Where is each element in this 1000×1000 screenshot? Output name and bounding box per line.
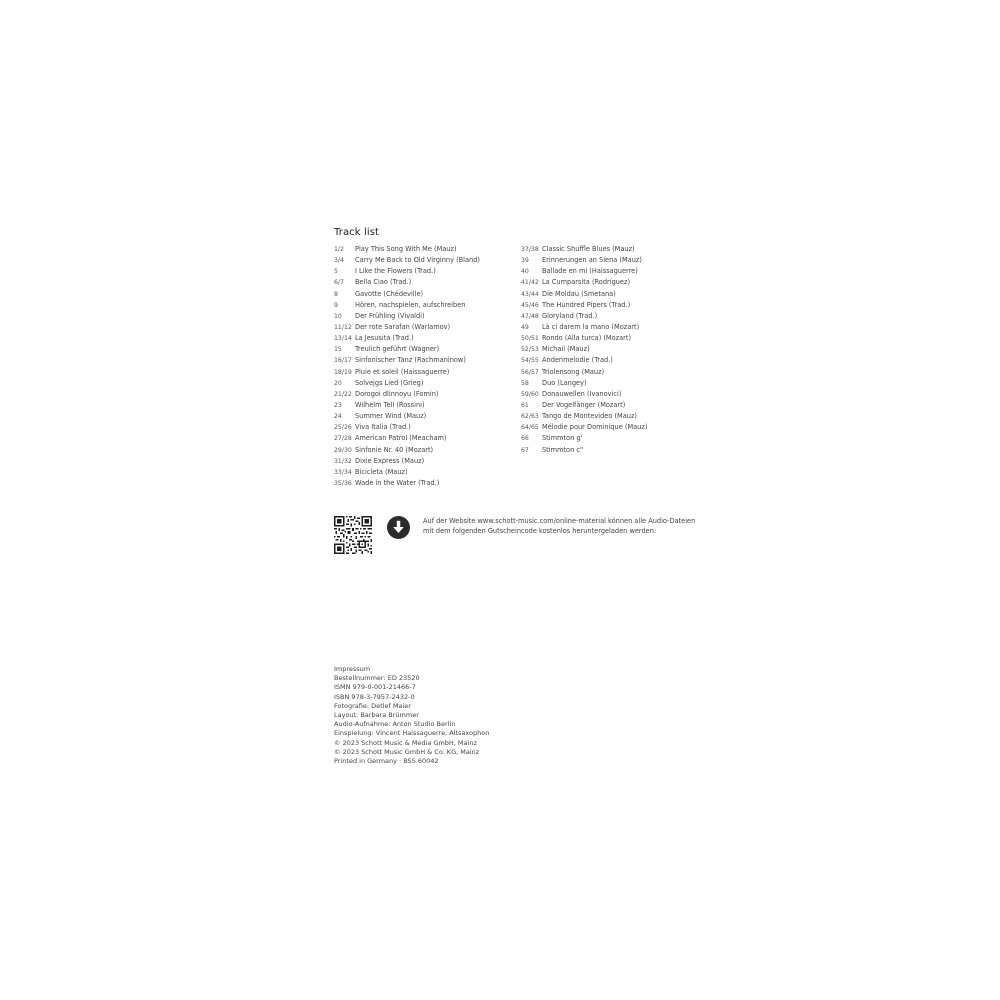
track-number: 66 bbox=[521, 435, 529, 443]
track-list-title: Track list bbox=[334, 227, 380, 238]
track-title: Die Moldau (Smetana) bbox=[542, 289, 616, 298]
track-number: 45/46 bbox=[521, 301, 539, 309]
track-title: Carry Me Back to Old Virginny (Bland) bbox=[355, 256, 480, 265]
track-number: 50/51 bbox=[521, 335, 539, 343]
track-title: Wilhelm Tell (Rossini) bbox=[355, 400, 425, 409]
track-row bbox=[334, 279, 514, 290]
track-title: Summer Wind (Mauz) bbox=[355, 412, 427, 421]
track-number: 52/53 bbox=[521, 346, 539, 354]
impressum-line: Fotografie: Detlef Maier bbox=[334, 701, 411, 710]
track-title: Der Vogelfänger (Mozart) bbox=[542, 400, 626, 409]
track-title: The Hundred Pipers (Trad.) bbox=[542, 300, 631, 309]
impressum-line: Einspielung: Vincent Haissaguerre, Altsaxophon bbox=[334, 729, 490, 738]
track-number: 21/22 bbox=[334, 390, 352, 398]
qr-code-icon[interactable] bbox=[334, 516, 372, 554]
track-title: Ballade en mi (Haissaguerre) bbox=[542, 267, 638, 276]
track-number: 20 bbox=[334, 379, 342, 387]
track-title: Play This Song With Me (Mauz) bbox=[355, 245, 457, 253]
impressum-line: © 2023 Schott Music GmbH & Co. KG, Mainz bbox=[334, 747, 480, 756]
track-number: 11/12 bbox=[334, 323, 352, 331]
download-info-text: Auf der Website www.schott-music.com/online-material können alle Audio-Dateien mit dem folgenden Gutscheincode kostenlos heruntergeladen werden: bbox=[423, 517, 696, 535]
track-title: La Jesusita (Trad.) bbox=[355, 334, 414, 343]
track-number: 3/4 bbox=[334, 257, 344, 265]
track-number: 8 bbox=[334, 290, 338, 298]
track-number: 1/2 bbox=[334, 246, 344, 253]
track-number: 6/7 bbox=[334, 279, 344, 287]
track-number: 13/14 bbox=[334, 335, 352, 343]
impressum-line: Layout: Barbara Brümmer bbox=[334, 711, 419, 720]
track-number: 43/44 bbox=[521, 290, 539, 298]
impressum-line: Audio-Aufnahme: Anton Studio Berlin bbox=[334, 720, 456, 729]
track-number: 16/17 bbox=[334, 357, 352, 365]
track-number: 29/30 bbox=[334, 446, 352, 454]
track-row bbox=[521, 447, 701, 458]
track-number: 62/63 bbox=[521, 413, 539, 421]
track-title: Sinfonie Nr. 40 (Mozart) bbox=[355, 445, 434, 454]
track-title: Dorogoi dlinnoyu (Fomin) bbox=[355, 389, 439, 398]
impressum bbox=[334, 665, 534, 766]
track-number: 39 bbox=[521, 257, 529, 265]
impressum-line: ISBN 978-3-7957-2432-0 bbox=[334, 692, 415, 701]
track-number: 59/60 bbox=[521, 390, 539, 398]
track-title: Treulich geführt (Wagner) bbox=[355, 345, 440, 354]
track-number: 35/36 bbox=[334, 479, 352, 487]
track-title: Mélodie pour Dominique (Mauz) bbox=[542, 423, 648, 432]
impressum-line: Printed in Germany · BSS 60042 bbox=[334, 757, 439, 766]
track-number: 64/65 bbox=[521, 424, 539, 432]
track-number: 33/34 bbox=[334, 468, 352, 476]
track-number: 58 bbox=[521, 379, 529, 387]
track-title: Là ci darem la mano (Mozart) bbox=[542, 322, 640, 331]
track-title: Hören, nachspielen, aufschreiben bbox=[355, 300, 466, 309]
track-row bbox=[334, 357, 514, 368]
impressum-line: Bestellnummer: ED 23520 bbox=[334, 674, 420, 683]
track-number: 5 bbox=[334, 268, 338, 276]
track-title: Der rote Sarafan (Warlamov) bbox=[355, 322, 451, 331]
track-title: La Cumparsita (Rodríguez) bbox=[542, 278, 631, 287]
track-title: Duo (Langey) bbox=[542, 378, 587, 387]
track-number: 23 bbox=[334, 401, 342, 409]
track-number: 47/48 bbox=[521, 312, 539, 320]
track-title: Classic Shuffle Blues (Mauz) bbox=[542, 245, 635, 253]
track-title: Pluie et soleil (Haissaguerre) bbox=[355, 367, 450, 376]
track-title: Gavotte (Chédeville) bbox=[355, 289, 424, 298]
track-title: Stimmton c'' bbox=[542, 445, 584, 454]
track-row bbox=[334, 480, 514, 491]
track-title: Stimmton g' bbox=[542, 434, 583, 443]
track-row bbox=[521, 357, 701, 368]
track-number: 37/38 bbox=[521, 246, 539, 253]
track-title: Erinnerungen an Siena (Mauz) bbox=[542, 256, 642, 265]
track-title: Wade in the Water (Trad.) bbox=[355, 478, 440, 487]
impressum-heading: Impressum bbox=[334, 665, 371, 673]
impressum-line: © 2023 Schott Music & Media GmbH, Mainz bbox=[334, 738, 477, 747]
track-title: Gloryland (Trad.) bbox=[542, 311, 598, 320]
track-number: 18/19 bbox=[334, 368, 352, 376]
track-number: 9 bbox=[334, 301, 338, 309]
track-list-right-column bbox=[521, 246, 701, 458]
track-row bbox=[521, 435, 701, 446]
track-number: 40 bbox=[521, 268, 529, 276]
track-number: 56/57 bbox=[521, 368, 539, 376]
track-row bbox=[334, 447, 514, 458]
track-title: Michail (Mauz) bbox=[542, 345, 590, 354]
track-title: I Like the Flowers (Trad.) bbox=[355, 267, 436, 276]
track-number: 54/55 bbox=[521, 357, 539, 365]
impressum-line: ISMN 979-0-001-21466-7 bbox=[334, 683, 416, 692]
track-number: 49 bbox=[521, 323, 529, 331]
track-number: 31/32 bbox=[334, 457, 352, 465]
track-title: Andenmelodie (Trad.) bbox=[542, 356, 613, 365]
track-title: Viva Italia (Trad.) bbox=[355, 423, 411, 432]
track-title: Triolensong (Mauz) bbox=[542, 367, 605, 376]
track-title: Der Frühling (Vivaldi) bbox=[355, 311, 425, 320]
track-number: 24 bbox=[334, 413, 342, 421]
track-title: Rondo (Alla turca) (Mozart) bbox=[542, 334, 632, 343]
track-number: 67 bbox=[521, 446, 529, 454]
track-row bbox=[334, 435, 514, 446]
track-number: 61 bbox=[521, 401, 529, 409]
download-arrow-icon[interactable] bbox=[387, 516, 410, 539]
track-number: 25/26 bbox=[334, 424, 352, 432]
track-row bbox=[521, 279, 701, 290]
track-number: 10 bbox=[334, 312, 342, 320]
track-list-left-column bbox=[334, 246, 514, 491]
track-number: 15 bbox=[334, 346, 342, 354]
track-title: Bella Ciao (Trad.) bbox=[355, 278, 412, 287]
track-number: 27/28 bbox=[334, 435, 352, 443]
track-title: American Patrol (Meacham) bbox=[355, 434, 447, 443]
track-title: Dixie Express (Mauz) bbox=[355, 456, 425, 465]
track-title: Sinfonischer Tanz (Rachmaninow) bbox=[355, 356, 466, 365]
track-title: Donauwellen (Ivanovici) bbox=[542, 389, 622, 398]
track-title: Tango de Montevideo (Mauz) bbox=[542, 412, 637, 421]
track-title: Bicicleta (Mauz) bbox=[355, 467, 408, 476]
track-number: 41/42 bbox=[521, 279, 539, 287]
track-title: Solvejgs Lied (Grieg) bbox=[355, 378, 424, 387]
